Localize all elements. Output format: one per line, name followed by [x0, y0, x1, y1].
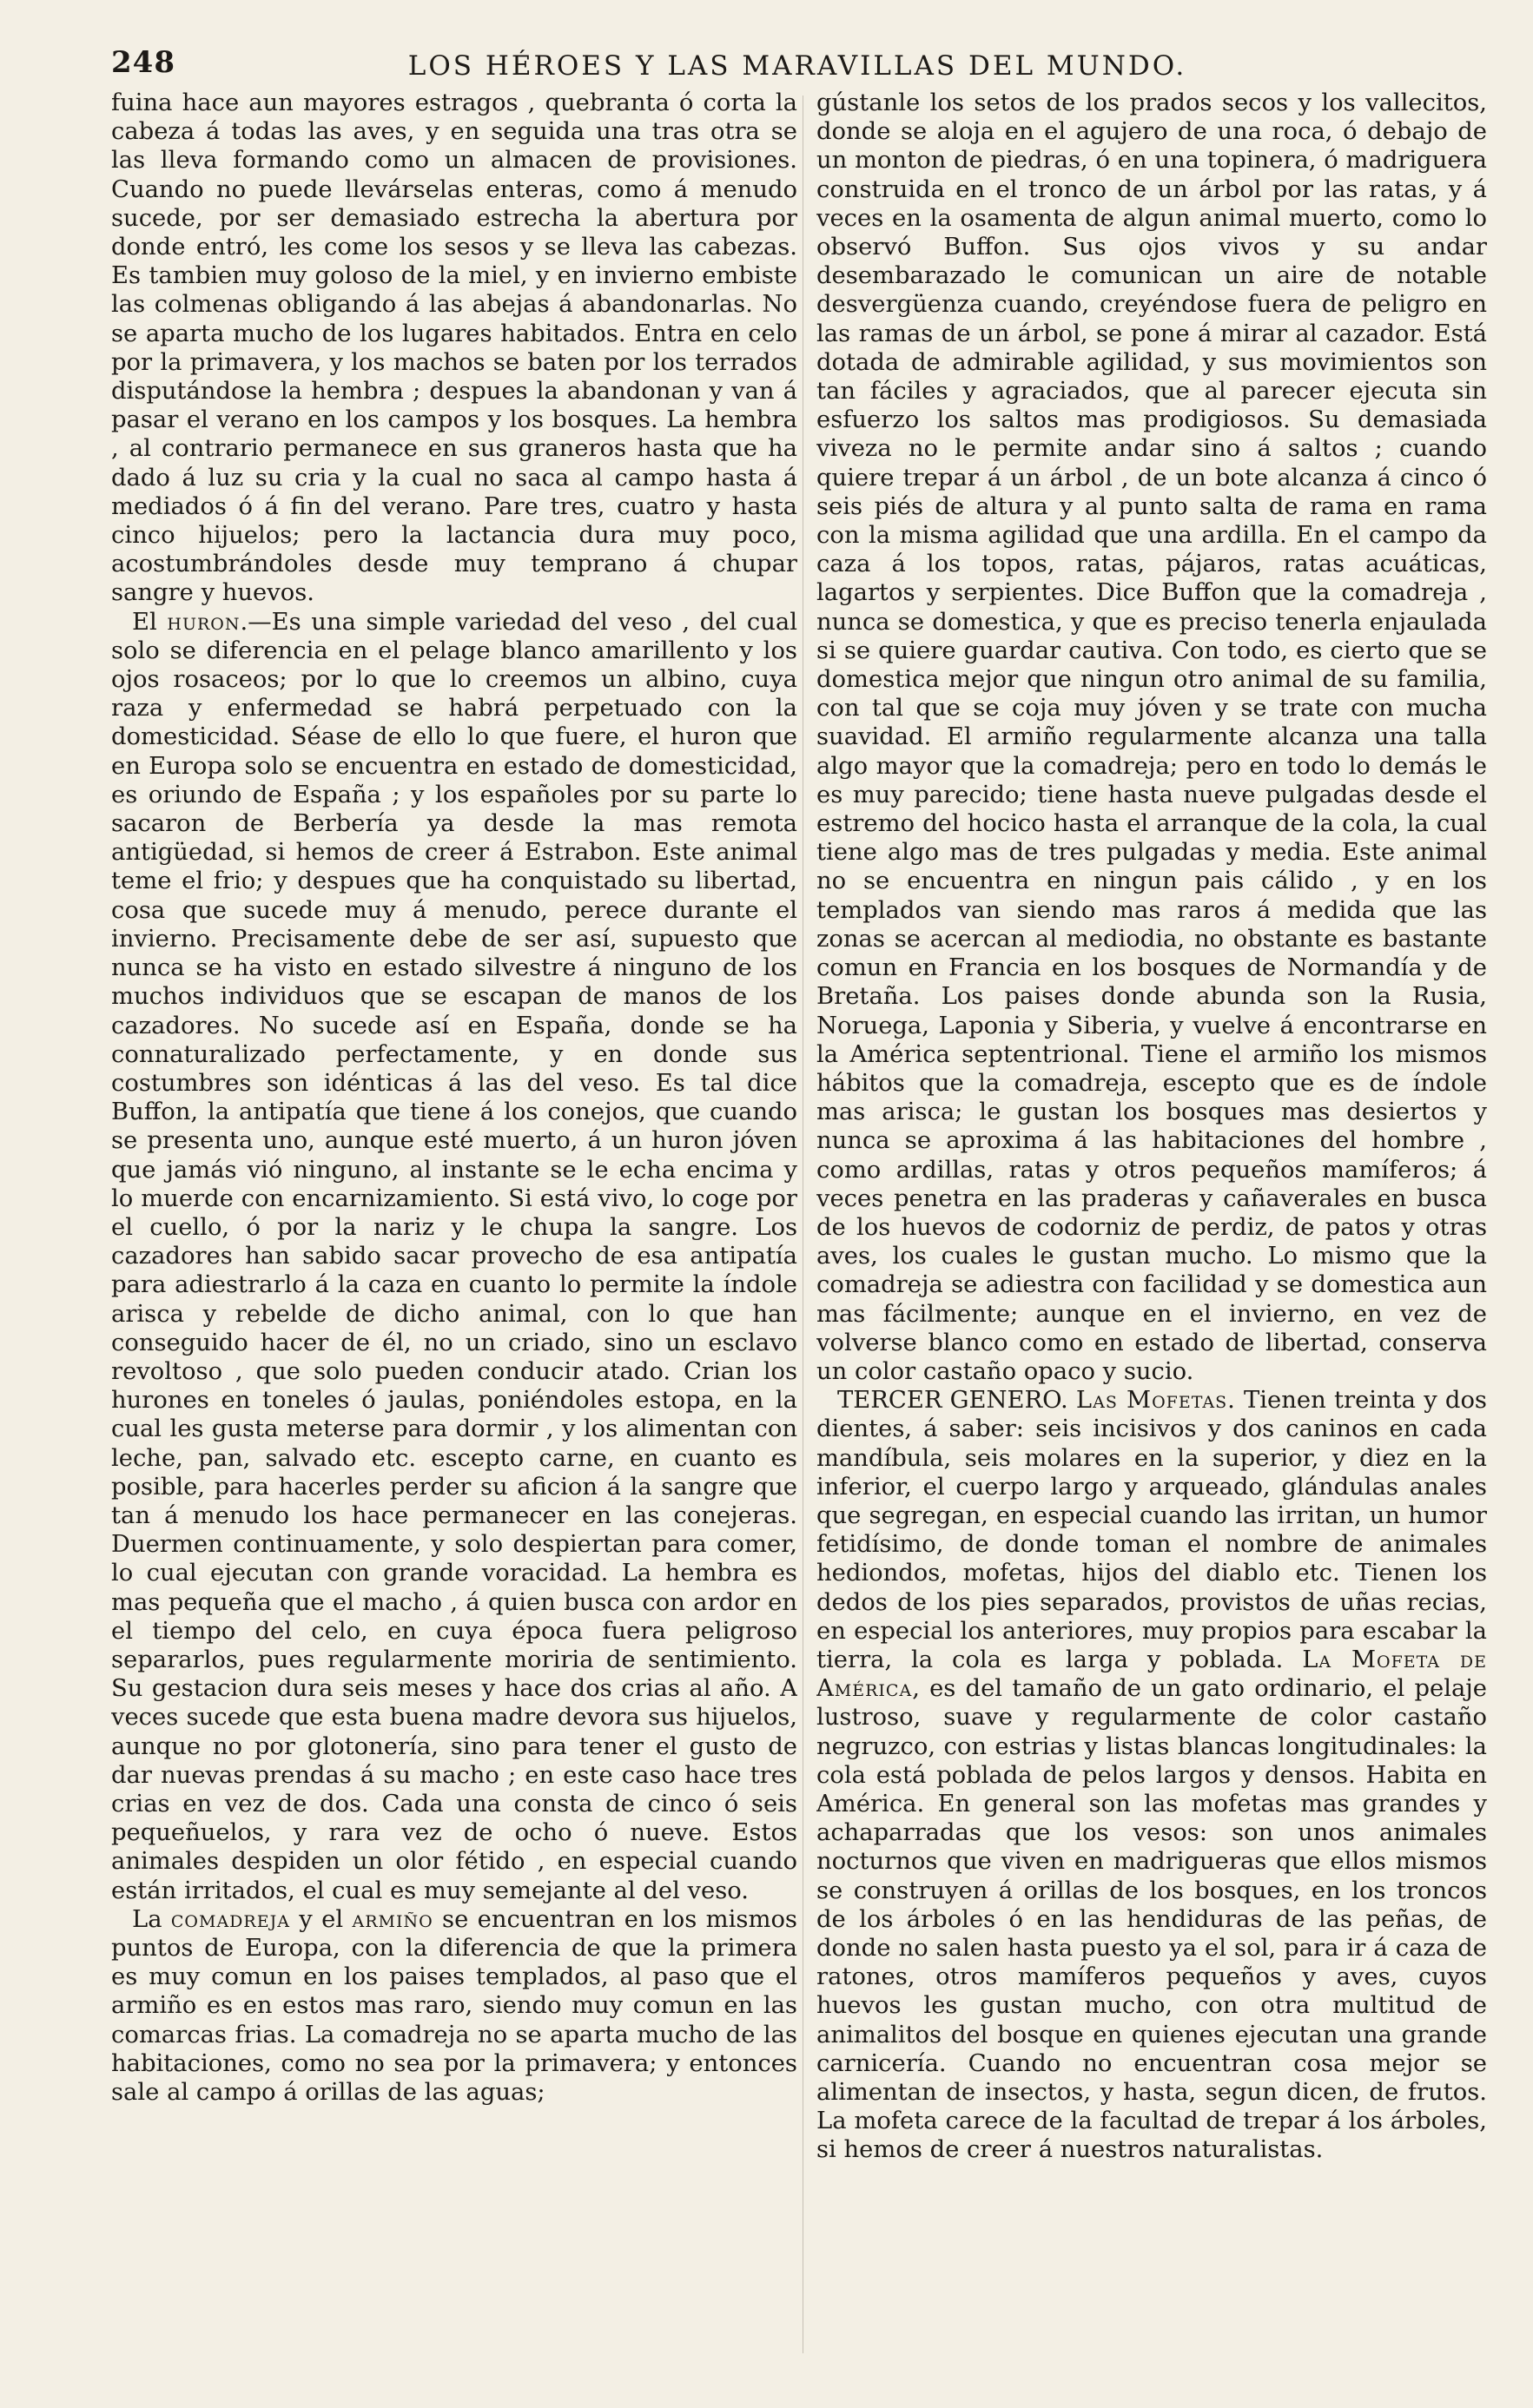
section-heading: TERCER GENERO. — [837, 1387, 1076, 1415]
term-huron: huron — [167, 608, 241, 636]
running-title: LOS HÉROES Y LAS MARAVILLAS DEL MUNDO. — [407, 50, 1187, 82]
term-comadreja: comadreja — [170, 1905, 290, 1933]
page-header — [111, 38, 1483, 87]
term-mofetas: Las Mofetas. — [1075, 1387, 1236, 1415]
paragraph-comadreja-cont — [816, 89, 1487, 1386]
left-column — [111, 89, 797, 2364]
right-column — [816, 89, 1487, 2364]
paragraph-fuina — [111, 89, 797, 608]
paragraph-text: Tienen treinta y dos dientes, á saber: seis incisivos y dos caninos en cada mandíbula, seis molares en la superior, y diez en la inferior, el cuerpo largo y arqueado, glándulas anales que segregan, en especial cuando las irritan, un humor fetidísimo, de donde toman el nombre de animales hediondos, mofetas, hijos del diablo etc. Tienen los dedos de los pies separados, provistos de uñas recias, en especial los anteriores, muy propios para escabar la tierra, la cola es larga y poblada. — [816, 1387, 1487, 1673]
term-armino: armiño — [352, 1905, 433, 1933]
paragraph-text: .—Es una simple variedad del veso , del cual solo se diferencia en el pelage blanco amarillento y los ojos rosaceos; por lo que lo creemos un albino, cuya raza y enfermedad se habrá perpetuado con la domesticidad. Séase de ello lo que fuere, el huron que en Europa solo se encuentra en estado de domesticidad, es oriundo de España ; y los españoles por su parte lo sacaron de Berbería ya desde la mas remota antigüedad, si hemos de creer á Estrabon. Este animal teme el frio; y despues que ha conquistado su libertad, cosa que sucede muy á menudo, perece durante el invierno. Precisamente debe de ser así, supuesto que nunca se ha visto en estado silvestre á ninguno de los muchos individuos que se escapan de manos de los cazadores. No sucede así en España, donde se ha connaturalizado perfectamente, y en donde sus costumbres son idénticas á las del veso. Es tal dice Buffon, la antipatía que tiene á los conejos, que cuando se presenta uno, aunque esté muerto, á un huron jóven que jamás vió ninguno, al instante se le echa encima y lo muerde con encarnizamiento. Si está vivo, lo coge por el cuello, ó por la nariz y le chupa la sangre. Los cazadores han sabido sacar provecho de esa antipatía para adiestrarlo á la caza en cuanto lo permite la índole arisca y rebelde de dicho animal, con lo que han conseguido hacer de él, no un criado, sino un esclavo revoltoso , que solo pueden conducir atado. Crian los hurones en toneles ó jaulas, poniéndoles estopa, en la cual les gusta meterse para dormir , y los alimentan con leche, pan, salvado etc. escepto carne, en cuanto es posible, para hacerles perder su aficion á la sangre que tan á menudo los hace permanecer en las conejeras. Duermen continuamente, y solo despiertan para comer, lo cual ejecutan con grande voracidad. La hembra es mas pequeña que el macho , á quien busca con ardor en el tiempo del celo, en cuya época fuera peligroso separarlos, pues regularmente moriria de sentimiento. Su gestacion dura seis meses y hace dos crias al año. A veces sucede que esta buena madre devora sus hijuelos, aunque no por glotonería, sino para tener el gusto de dar nuevas prendas á su macho ; en este caso hace tres crias en vez de dos. Cada una consta de cinco ó seis pequeñuelos, y rara vez de ocho ó nueve. Estos animales despiden un olor fétido , en especial cuando están irritados, el cual es muy semejante al del veso. — [111, 608, 797, 1904]
page-number: 248 — [111, 45, 175, 80]
paragraph-huron — [111, 608, 797, 1905]
paragraph-text: fuina hace aun mayores estragos , quebranta ó corta la cabeza á todas las aves, y en seguida una tras otra se las lleva formando como un almacen de provisiones. Cuando no puede llevárselas enteras, como á menudo sucede, por ser demasiado estrecha la abertura por donde entró, les come los sesos y se lleva las cabezas. Es tambien muy goloso de la miel, y en invierno embiste las colmenas obligando á las abejas á abandonarlas. No se aparta mucho de los lugares habitados. Entra en celo por la primavera, y los machos se baten por los terrados disputándose la hembra ; despues la abandonan y van á pasar el verano en los campos y los bosques. La hembra , al contrario permanece en sus graneros hasta que ha dado á luz su cria y la cual no saca al campo hasta á mediados ó á fin del verano. Pare tres, cuatro y hasta cinco hijuelos; pero la lactancia dura muy poco, acostumbrándoles desde muy temprano á chupar sangre y huevos. — [111, 89, 797, 607]
paragraph-text: gústanle los setos de los prados secos y los vallecitos, donde se aloja en el agujero de una roca, ó debajo de un monton de piedras, ó en una topinera, ó madriguera construida en el tronco de un árbol por las ratas, y á veces en la osamenta de algun animal muerto, como lo observó Buffon. Sus ojos vivos y su andar desembarazado le comunican un aire de notable desvergüenza cuando, creyéndose fuera de peligro en las ramas de un árbol, se pone á mirar al cazador. Está dotada de admirable agilidad, y sus movimientos son tan fáciles y agraciados, que al parecer ejecuta sin esfuerzo los saltos mas prodigiosos. Su demasiada viveza no le permite andar sino á saltos ; cuando quiere trepar á un árbol , de un bote alcanza á cinco ó seis piés de altura y al punto salta de rama en rama con la misma agilidad que una ardilla. En el campo da caza á los topos, ratas, pájaros, ratas acuáticas, lagartos y serpientes. Dice Buffon que la comadreja , nunca se domestica, y que es preciso tenerla enjaulada si se quiere guardar cautiva. Con todo, es cierto que se domestica mejor que ningun otro animal de su familia, con tal que se coja muy jóven y se trate con mucha suavidad. El armiño regularmente alcanza una talla algo mayor que la comadreja; pero en todo lo demás le es muy parecido; tiene hasta nueve pulgadas desde el estremo del hocico hasta el arranque de la cola, la cual tiene algo mas de tres pulgadas y media. Este animal no se encuentra en ningun pais cálido , y en los templados van siendo mas raros á medida que las zonas se acercan al mediodia, no obstante es bastante comun en Francia en los bosques de Normandía y de Bretaña. Los paises donde abunda son la Rusia, Noruega, Laponia y Siberia, y vuelve á encontrarse en la América septentrional. Tiene el armiño los mismos hábitos que la comadreja, escepto que es de índole mas arisca; le gustan los bosques mas desiertos y nunca se aproxima á las habitaciones del hombre , como ardillas, ratas y otros pequeños mamíferos; á veces penetra en las praderas y cañaverales en busca de los huevos de codorniz de perdiz, de patos y otras aves, los cuales le gustan mucho. Lo mismo que la comadreja se adiestra con facilidad y se domestica aun mas fácilmente; aunque en el invierno, en vez de volverse blanco como en estado de libertad, conserva un color castaño opaco y sucio. — [816, 89, 1487, 1385]
paragraph-text: se encuentran en los mismos puntos de Europa, con la diferencia de que la primera es muy comun en los paises templados, al paso que el armiño es en estos mas raro, siendo muy comun en las comarcas frias. La comadreja no se aparta mucho de las habitaciones, como no sea por la primavera; y entonces sale al campo á orillas de las aguas; — [111, 1905, 797, 2107]
paragraph-comadreja — [111, 1905, 797, 2107]
paragraph-text: , es del tamaño de un gato ordinario, el pelaje lustroso, suave y regularmente de color castaño negruzco, con estrias y listas blancas longitudinales: la cola está poblada de pelos largos y densos. Habita en América. En general son las mofetas mas grandes y achaparradas que los vesos: son unos animales nocturnos que viven en madrigueras que ellos mismos se construyen á orillas de los bosques, en los troncos de los árboles ó en las hendiduras de las peñas, de donde no salen hasta puesto ya el sol, para ir á caza de ratones, otros mamíferos pequeños y aves, cuyos huevos les gustan mucho, con otra multitud de animalitos del bosque en quienes ejecutan una grande carnicería. Cuando no encuentran cosa mejor se alimentan de insectos, y hasta, segun dicen, de frutos. La mofeta carece de la facultad de trepar á los árboles, si hemos de creer á nuestros naturalistas. — [816, 1675, 1487, 2164]
paragraph-lead: El — [132, 608, 168, 636]
term-mofeta-america: La Mofeta de América — [816, 1646, 1487, 1703]
paragraph-mofetas — [816, 1386, 1487, 2164]
paragraph-joiner: y el — [289, 1905, 353, 1933]
paragraph-lead: La — [132, 1905, 171, 1933]
